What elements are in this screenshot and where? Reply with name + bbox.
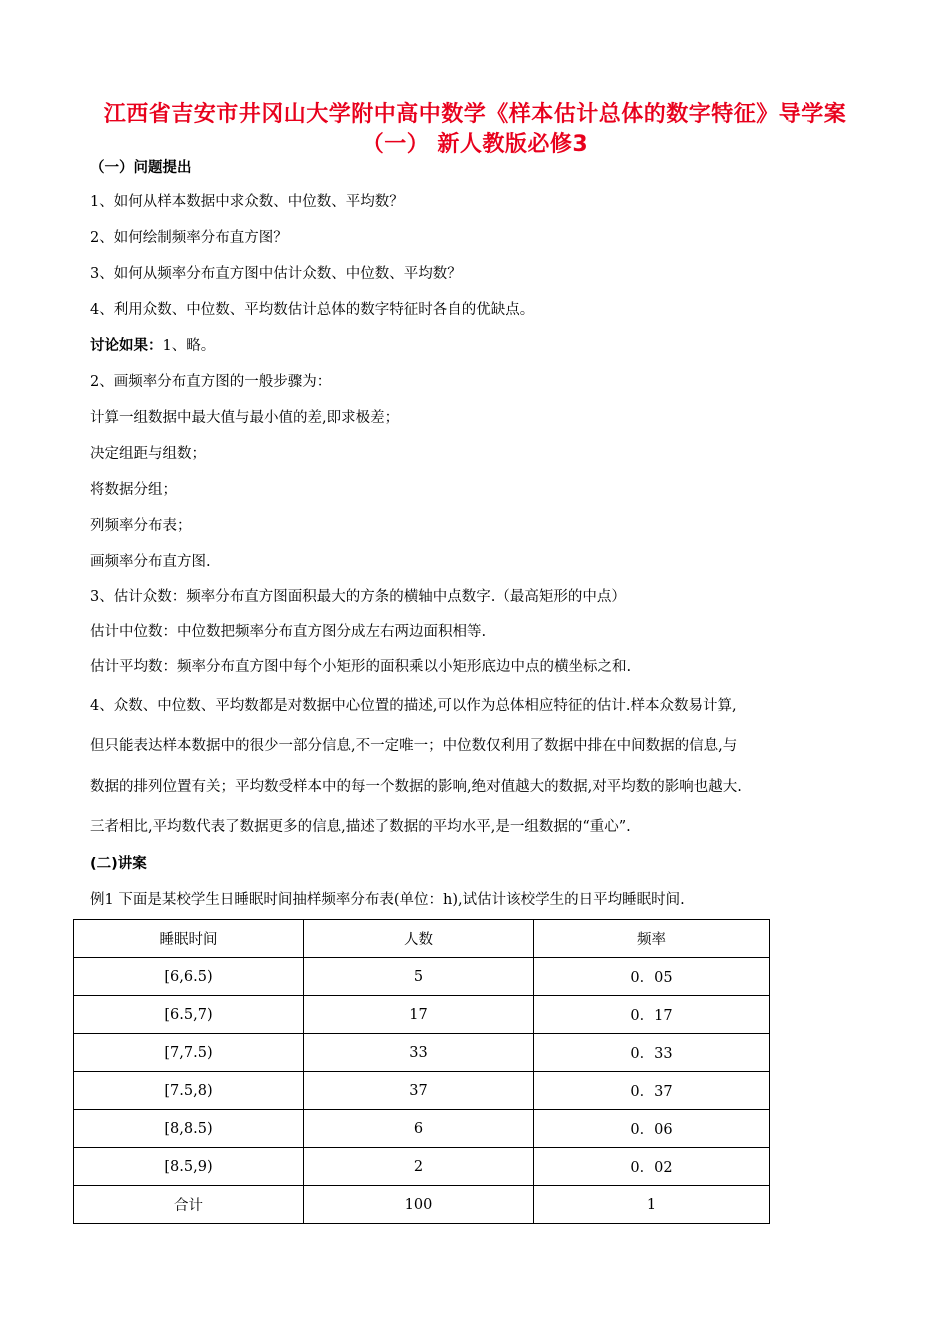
column-header-frequency: 频率 [534,920,770,958]
table-row [74,1148,770,1186]
cell-total-label: 合计 [74,1186,304,1224]
table-row [74,958,770,996]
cell-frequency: 0．05 [534,958,770,996]
text-line: 三者相比,平均数代表了数据更多的信息,描述了数据的平均水平,是一组数据的“重心”. [90,819,631,835]
column-header-sleep-time: 睡眠时间 [74,920,304,958]
table-header-row [74,920,770,958]
discussion-label: 讨论如果： [90,338,163,354]
text-line: 估计平均数：频率分布直方图中每个小矩形的面积乘以小矩形底边中点的横坐标之和. [90,659,632,675]
cell-total-frequency: 1 [534,1186,770,1224]
cell-count: 37 [304,1072,534,1110]
cell-interval: [6.5,7) [74,996,304,1034]
text-line: 4、众数、中位数、平均数都是对数据中心位置的描述,可以作为总体相应特征的估计.样本众数易计算, [90,698,737,714]
text-line: 估计中位数：中位数把频率分布直方图分成左右两边面积相等. [90,624,487,640]
cell-interval: [7,7.5) [74,1034,304,1072]
text-line: 列频率分布表； [90,518,192,534]
question-3: 3、如何从频率分布直方图中估计众数、中位数、平均数？ [90,266,462,282]
table-row [74,996,770,1034]
text-line: 数据的排列位置有关；平均数受样本中的每一个数据的影响,绝对值越大的数据,对平均数的影响也越大. [90,779,742,795]
cell-count: 2 [304,1148,534,1186]
cell-frequency: 0．33 [534,1034,770,1072]
discussion-text: 1、略。 [162,338,216,354]
cell-frequency: 0．06 [534,1110,770,1148]
column-header-count: 人数 [304,920,534,958]
section-heading-lecture: (二)讲案 [90,856,147,872]
frequency-table [73,919,770,1224]
text-line: 计算一组数据中最大值与最小值的差,即求极差； [90,410,400,426]
document-title-line-1: 江西省吉安市井冈山大学附中高中数学《样本估计总体的数字特征》导学案 [103,102,847,127]
document-title-line-2: （一） 新人教版必修3 [361,132,589,157]
table-total-row [74,1186,770,1224]
text-line: 3、估计众数：频率分布直方图面积最大的方条的横轴中点数字.（最高矩形的中点） [90,589,626,605]
table-row [74,1110,770,1148]
table-row [74,1034,770,1072]
cell-interval: [6,6.5) [74,958,304,996]
discussion-line [90,334,215,355]
cell-interval: [8.5,9) [74,1148,304,1186]
cell-frequency: 0．17 [534,996,770,1034]
cell-frequency: 0．37 [534,1072,770,1110]
text-line: 画频率分布直方图. [90,554,211,570]
cell-total-count: 100 [304,1186,534,1224]
cell-interval: [7.5,8) [74,1072,304,1110]
question-1: 1、如何从样本数据中求众数、中位数、平均数？ [90,194,404,210]
cell-count: 6 [304,1110,534,1148]
text-line: 2、画频率分布直方图的一般步骤为： [90,374,332,390]
question-4: 4、利用众数、中位数、平均数估计总体的数字特征时各自的优缺点。 [90,302,535,318]
cell-count: 5 [304,958,534,996]
text-line: 决定组距与组数； [90,446,206,462]
cell-frequency: 0．02 [534,1148,770,1186]
cell-count: 33 [304,1034,534,1072]
text-line: 将数据分组； [90,482,177,498]
table-row [74,1072,770,1110]
cell-count: 17 [304,996,534,1034]
question-2: 2、如何绘制频率分布直方图？ [90,230,288,246]
section-heading-problems: （一）问题提出 [90,160,192,176]
text-line: 但只能表达样本数据中的很少一部分信息,不一定唯一；中位数仅利用了数据中排在中间数据的信息,与 [90,738,738,754]
example-1-text: 例1 下面是某校学生日睡眠时间抽样频率分布表(单位：h),试估计该校学生的日平均睡眠时间. [90,892,685,908]
cell-interval: [8,8.5) [74,1110,304,1148]
